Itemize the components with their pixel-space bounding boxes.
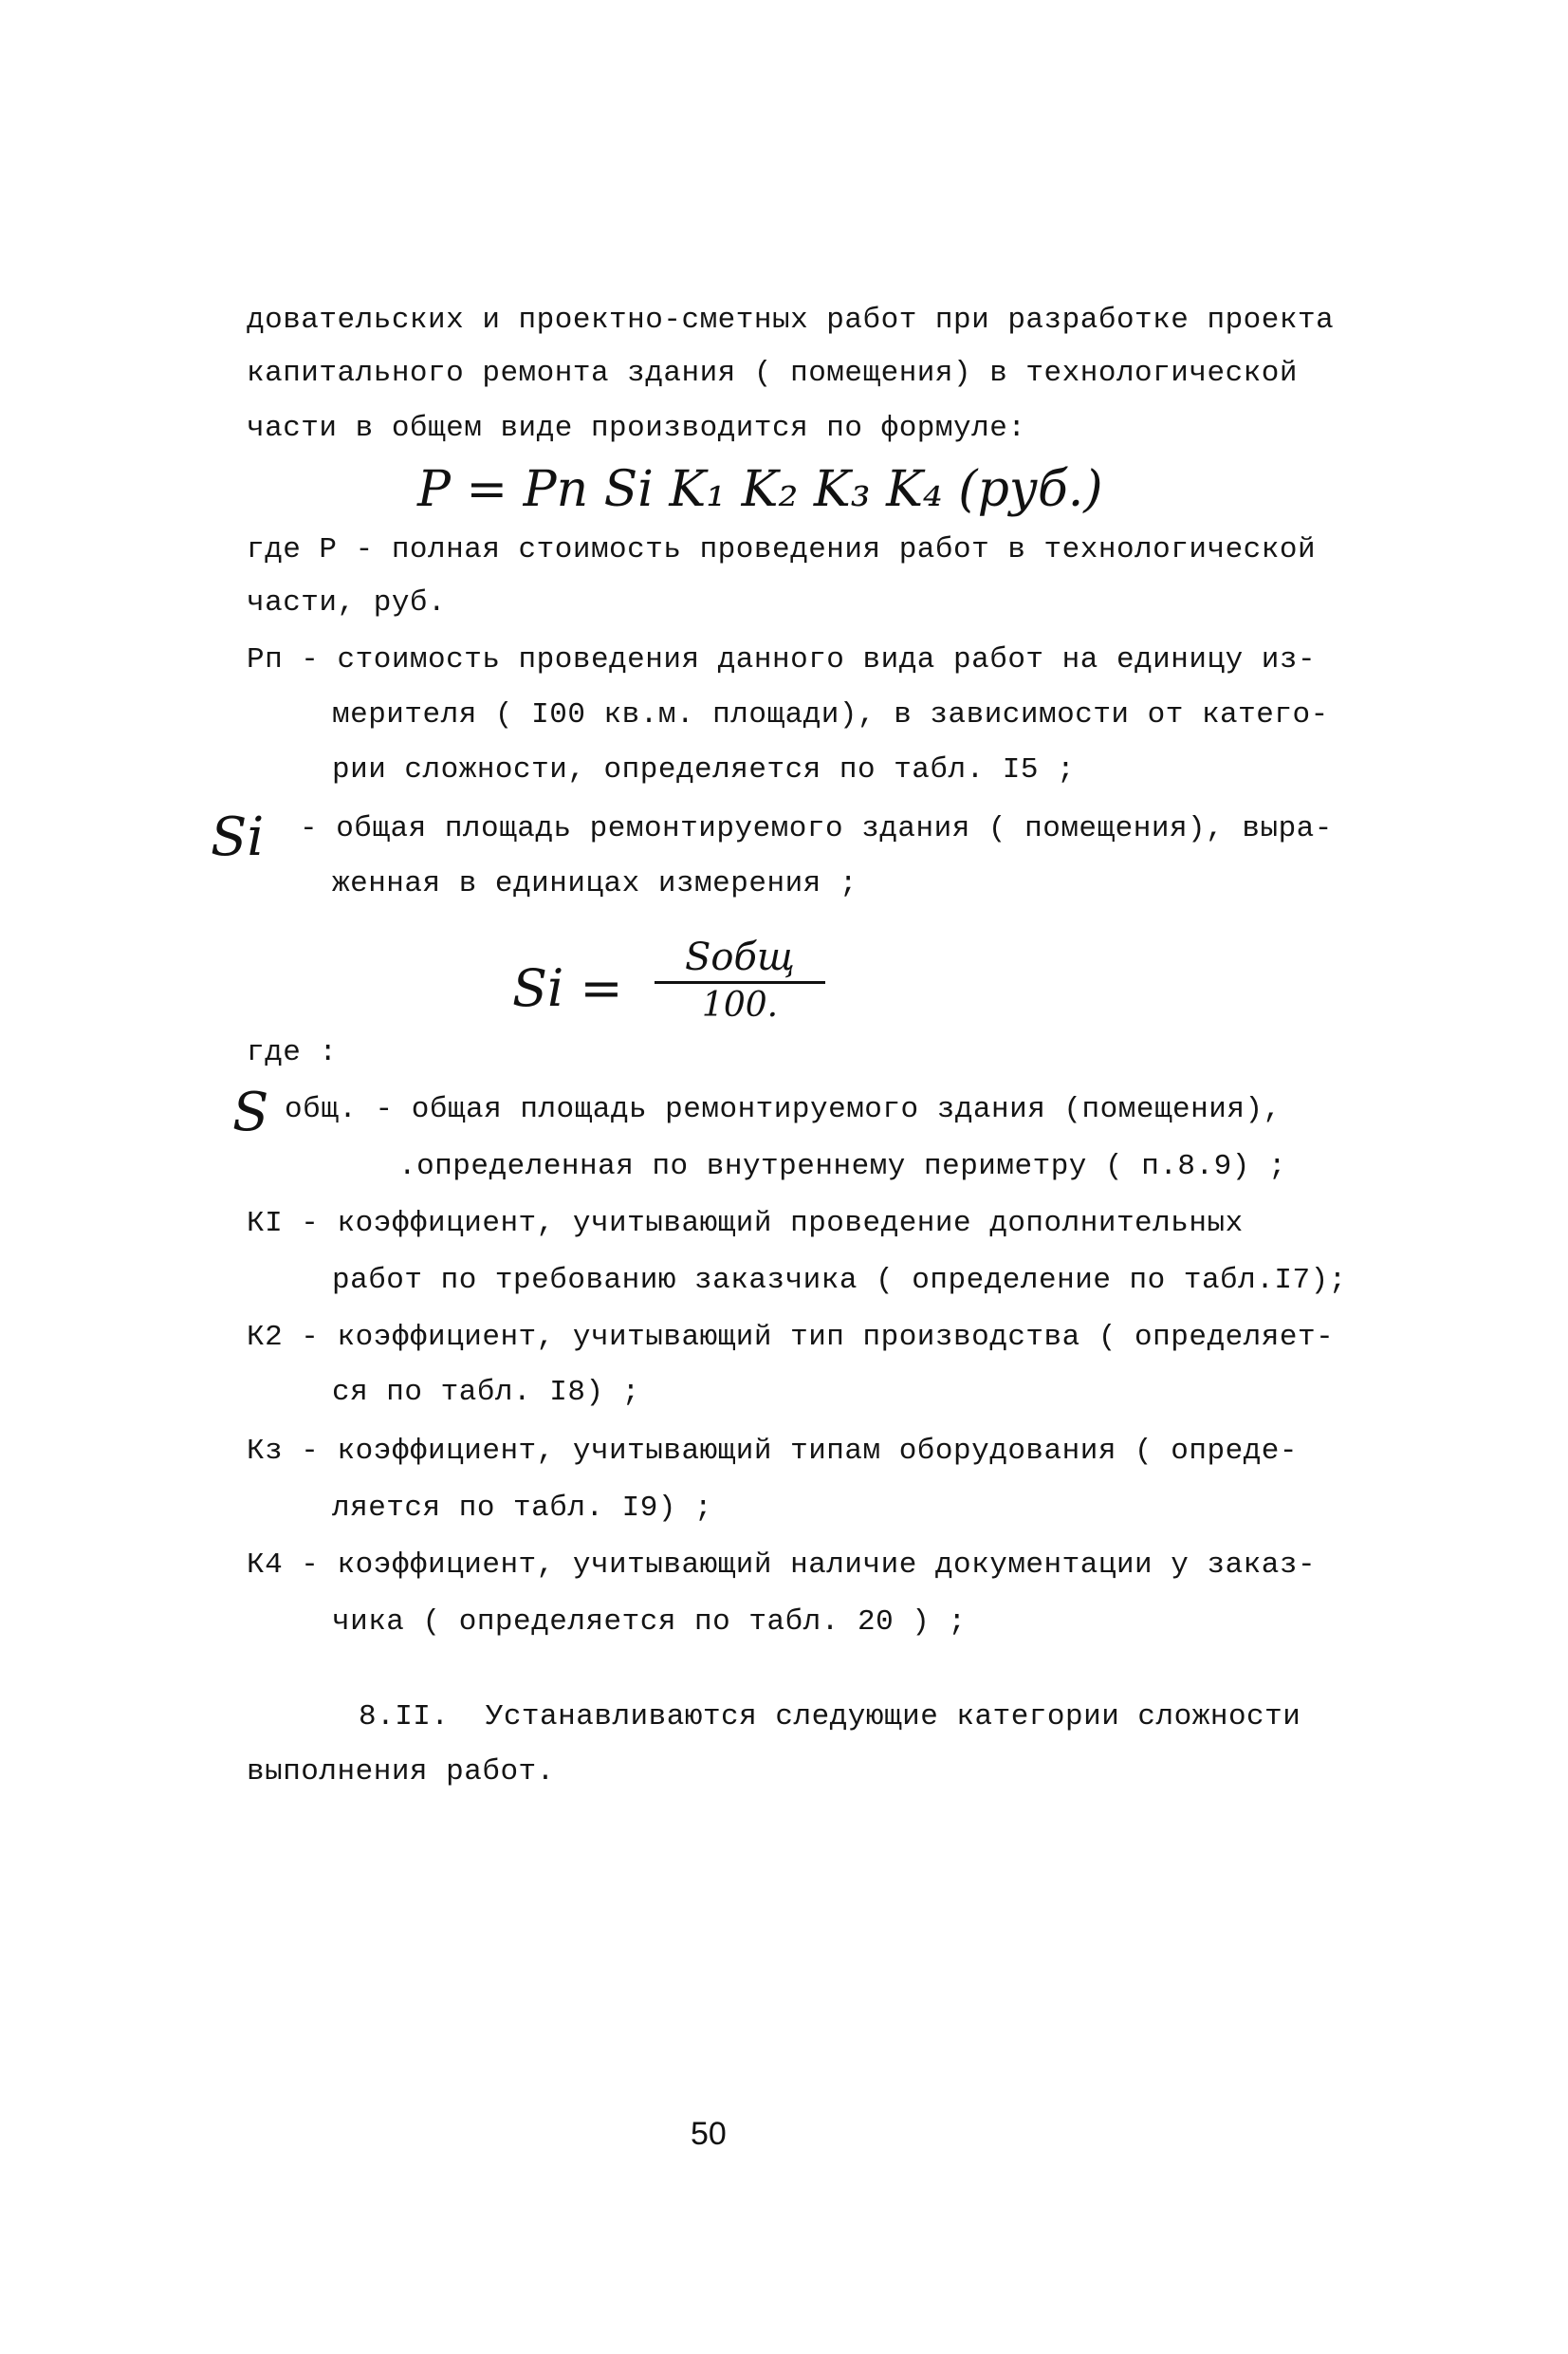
si-symbol: Si — [211, 806, 265, 868]
text-line: довательских и проектно-сметных работ при разработке проекта — [247, 304, 1335, 337]
pn-definition-line: Рп - стоимость проведения данного вида работ на единицу из- — [247, 643, 1317, 677]
si-definition-line: - общая площадь ремонтируемого здания ( помещения), выра- — [300, 812, 1333, 845]
text-line: части в общем виде производится по формуле: — [247, 412, 1026, 445]
s-definition-line: общ. - общая площадь ремонтируемого здания (помещения), — [285, 1093, 1282, 1126]
si-definition-line: женная в единицах измерения ; — [332, 867, 858, 900]
k4-definition-line: К4 - коэффициент, учитывающий наличие документации у заказ- — [247, 1548, 1317, 1582]
fraction-bar — [655, 981, 825, 984]
page-number: 50 — [691, 2116, 727, 2152]
k1-definition-line: КI - коэффициент, учитывающий проведение дополнительных — [247, 1207, 1244, 1240]
k2-definition-line: ся по табл. I8) ; — [332, 1376, 640, 1409]
k1-definition-line: работ по требованию заказчика ( определение по табл.I7); — [332, 1264, 1347, 1297]
si-formula-denominator: 100. — [701, 986, 779, 1025]
si-formula-numerator: Sобщ — [685, 936, 795, 979]
text-line: где P - полная стоимость проведения работ в технологической — [247, 533, 1317, 566]
k3-definition-line: ляется по табл. I9) ; — [332, 1492, 713, 1525]
section-heading-line: 8.II. Устанавливаются следующие категории сложности — [359, 1700, 1301, 1733]
pn-definition-line: мерителя ( I00 кв.м. площади), в зависимости от катего- — [332, 698, 1329, 732]
k3-definition-line: Кз - коэффициент, учитывающий типам оборудования ( опреде- — [247, 1435, 1298, 1468]
si-formula-fraction — [655, 936, 825, 1025]
si-formula-lhs: Si = — [512, 958, 623, 1018]
section-heading-line: выполнения работ. — [247, 1755, 555, 1789]
text-line: части, руб. — [247, 586, 447, 620]
k4-definition-line: чика ( определяется по табл. 20 ) ; — [332, 1605, 967, 1639]
main-formula: P = Pп Si K₁ K₂ K₃ K₄ (руб.) — [417, 461, 1103, 518]
text-line: где : — [247, 1036, 338, 1069]
text-line: капитального ремонта здания ( помещения) в технологической — [247, 357, 1298, 390]
pn-definition-line: рии сложности, определяется по табл. I5 ; — [332, 753, 1076, 787]
k2-definition-line: К2 - коэффициент, учитывающий тип производства ( определяет- — [247, 1321, 1335, 1354]
s-definition-line: .определенная по внутреннему периметру ( п.8.9) ; — [398, 1150, 1287, 1183]
s-symbol: S — [232, 1082, 269, 1143]
